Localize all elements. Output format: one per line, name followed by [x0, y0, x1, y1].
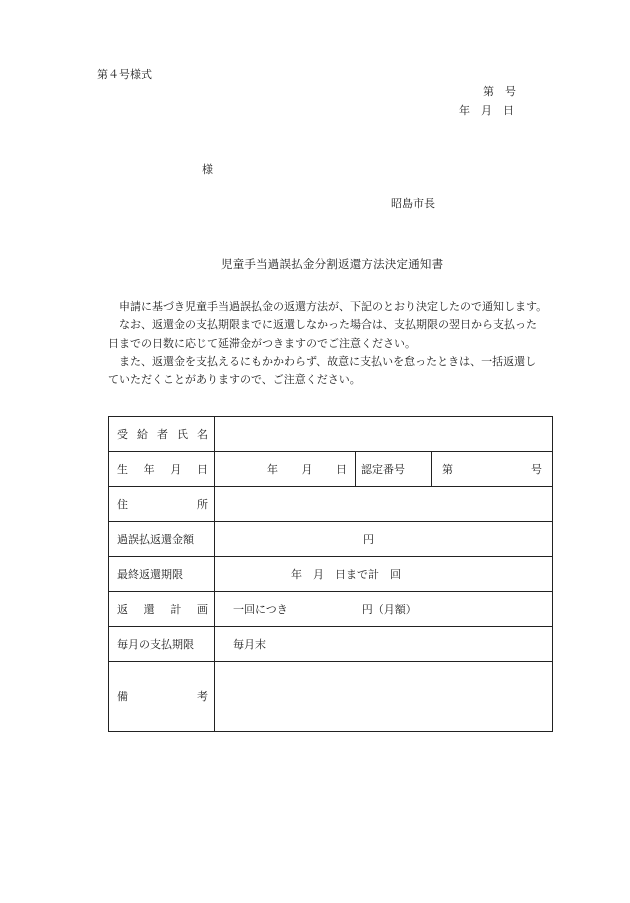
value-final-deadline[interactable]	[215, 557, 553, 592]
value-recipient-name[interactable]	[215, 417, 553, 452]
label-final-deadline: 最終返還期限	[109, 557, 215, 592]
label-char: 所	[197, 498, 208, 511]
row-address	[109, 487, 553, 522]
label-repayment-plan	[109, 592, 215, 627]
body-line: なお、返還金の支払期限までに返還しなかった場合は、支払期限の翌日から支払った	[108, 318, 537, 332]
label-monthly-deadline: 毎月の支払期限	[109, 627, 215, 662]
label-char: 受	[117, 428, 128, 441]
document-date: 年 月 日	[459, 104, 514, 117]
row-final-deadline	[109, 557, 553, 592]
body-line: ていただくことがありますので、ご注意ください。	[108, 373, 361, 387]
value-cert-number[interactable]	[432, 452, 553, 487]
label-char: 名	[197, 428, 208, 441]
label-char: 計	[170, 603, 182, 616]
document-number: 第 号	[483, 85, 516, 98]
label-overpayment-amount: 過誤払返還金額	[109, 522, 215, 557]
value-remarks[interactable]	[215, 662, 553, 732]
row-monthly-deadline	[109, 627, 553, 662]
repayment-per-time: 一回につき	[233, 603, 288, 616]
label-char: 返	[117, 603, 128, 616]
form-number: 第４号様式	[97, 68, 152, 81]
label-address	[109, 487, 215, 522]
value-address[interactable]	[215, 487, 553, 522]
info-table	[108, 416, 553, 732]
label-char: 日	[196, 463, 208, 476]
label-char: 者	[157, 428, 168, 441]
row-repayment-plan	[109, 592, 553, 627]
notice-body	[108, 298, 578, 389]
label-cert-number: 認定番号	[356, 452, 432, 487]
value-monthly-deadline[interactable]: 毎月末	[215, 627, 553, 662]
label-char: 備	[117, 690, 128, 703]
cert-part: 号	[531, 463, 542, 476]
row-birth-date	[109, 452, 553, 487]
body-line: 申請に基づき児童手当過誤払金の返還方法が、下記のとおり決定したので通知します。	[108, 300, 548, 313]
date-part: 年	[267, 463, 278, 476]
document-title: 児童手当過誤払金分割返還方法決定通知書	[221, 257, 444, 271]
label-remarks	[109, 662, 215, 732]
label-char: 画	[196, 603, 208, 616]
row-recipient-name	[109, 417, 553, 452]
label-char: 考	[197, 690, 208, 703]
body-line: 日までの日数に応じて延滞金がつきますのでご注意ください。	[108, 336, 416, 350]
row-overpayment-amount	[109, 522, 553, 557]
label-recipient-name	[109, 417, 215, 452]
issuer-name: 昭島市長	[391, 197, 435, 210]
label-char: 年	[143, 463, 155, 476]
value-birth-date[interactable]	[215, 452, 356, 487]
date-part: 日	[336, 463, 347, 476]
date-part: 月	[301, 463, 313, 476]
row-remarks	[109, 662, 553, 732]
final-deadline-text: 年 月 日まで計 回	[291, 568, 401, 581]
label-char: 給	[137, 428, 148, 441]
value-repayment-plan[interactable]	[215, 592, 553, 627]
repayment-monthly-amount: 円（月額）	[361, 603, 417, 616]
body-line: また、返還金を支払えるにもかかわらず、故意に支払いを怠ったときは、一括返還し	[108, 354, 537, 368]
label-char: 還	[143, 603, 155, 616]
label-birth-date	[109, 452, 215, 487]
label-char: 住	[117, 498, 128, 511]
value-overpayment-amount[interactable]: 円	[215, 522, 553, 557]
cert-part: 第	[442, 463, 453, 476]
addressee-suffix: 様	[202, 163, 213, 176]
label-char: 月	[170, 463, 182, 476]
label-char: 生	[117, 463, 128, 476]
label-char: 氏	[177, 428, 188, 441]
